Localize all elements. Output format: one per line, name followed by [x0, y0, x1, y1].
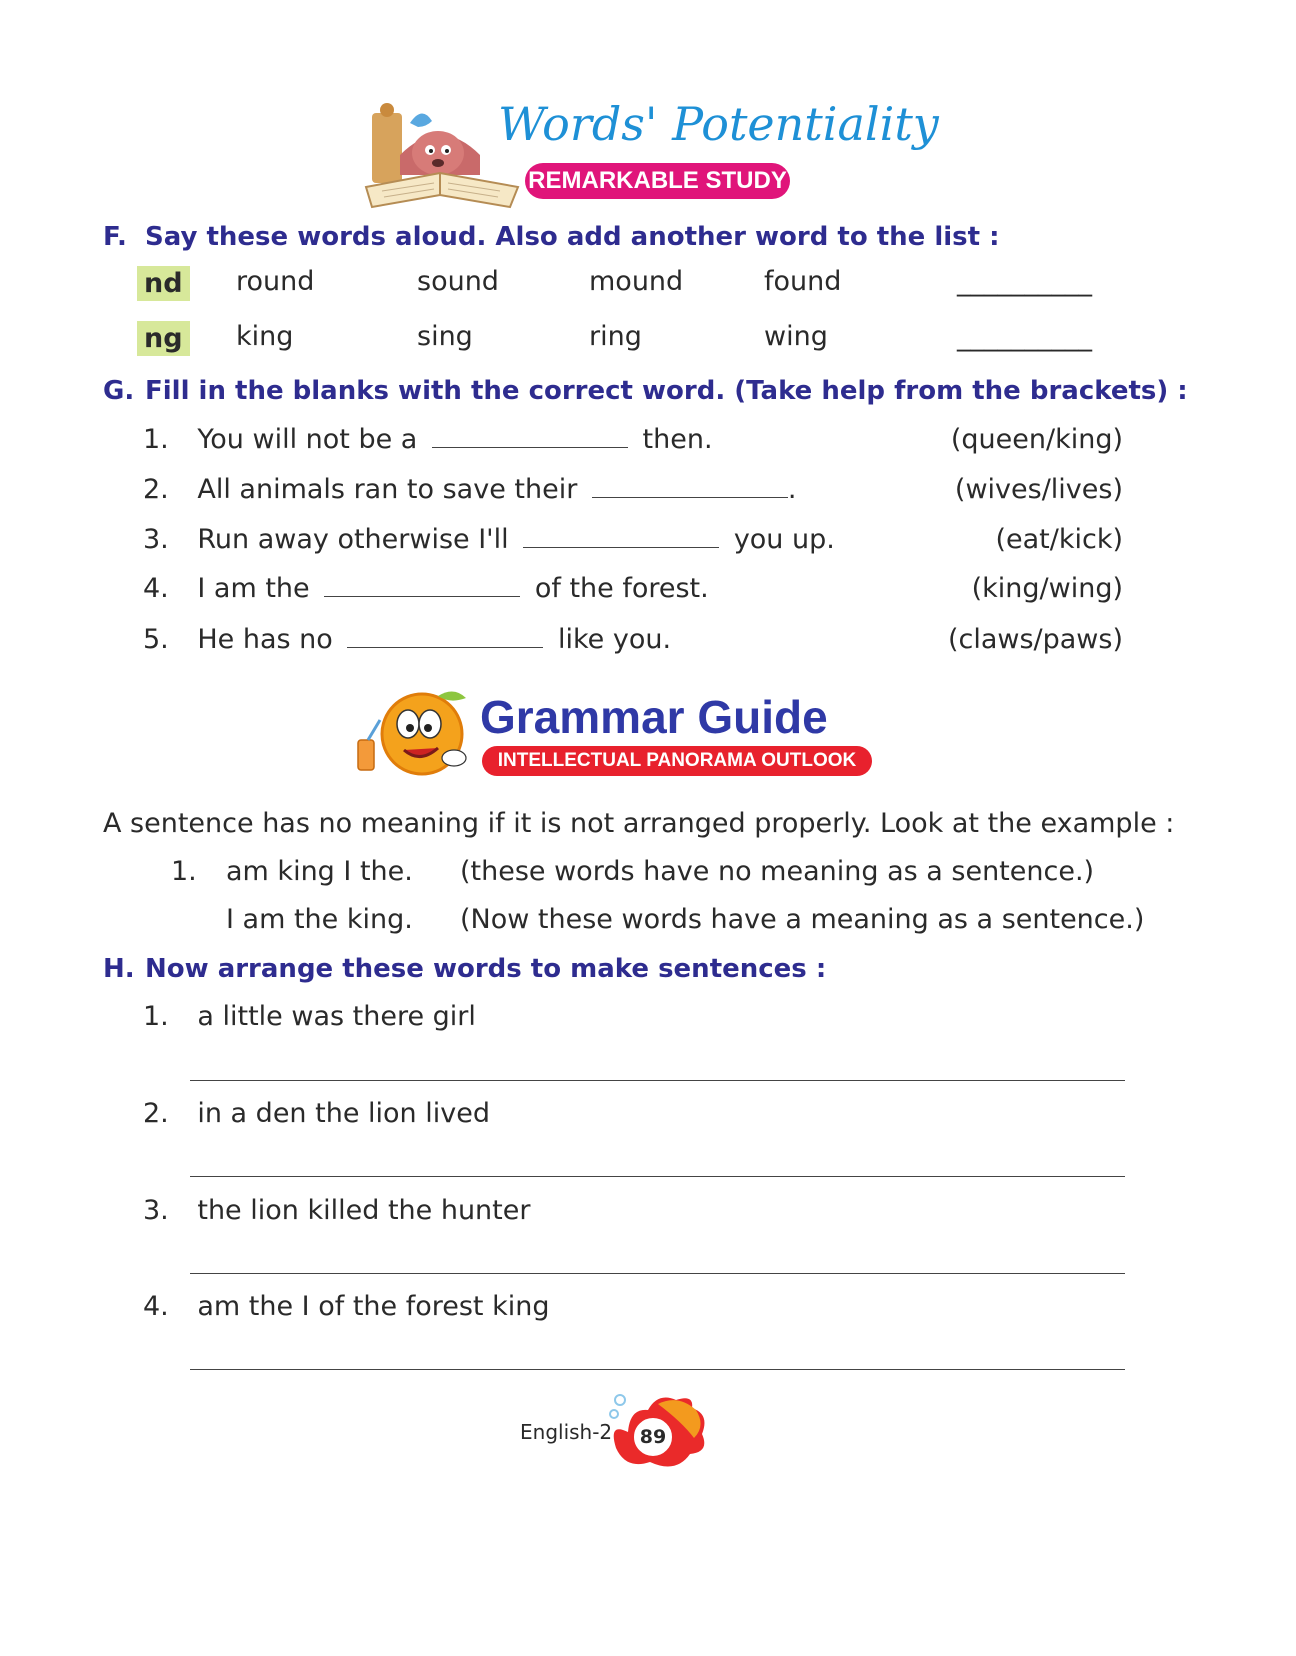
jumbled-words: am the I of the forest king [197, 1291, 550, 1322]
item-number: 3. [143, 1195, 169, 1226]
phonics-tag: ng [137, 321, 190, 356]
example-wrong-note: (these words have no meaning as a sentence.) [460, 856, 1095, 887]
fill-item-5 [143, 624, 1133, 655]
sentence-before: All animals ran to save their [197, 474, 578, 505]
sentence-after: then. [642, 424, 713, 455]
item-number: 2. [143, 1098, 169, 1129]
sentence-before: I am the [197, 573, 310, 604]
answer-line[interactable] [190, 1080, 1125, 1081]
grammar-guide-title: Grammar Guide [480, 691, 828, 743]
answer-blank[interactable]: __________ [957, 266, 1092, 297]
words-potentiality-banner [360, 95, 939, 215]
word: found [764, 266, 842, 297]
section-g-label: G. [103, 376, 135, 406]
sentence-after: . [787, 474, 797, 505]
fill-blank[interactable] [324, 596, 520, 597]
answer-line[interactable] [190, 1176, 1125, 1177]
jumbled-words: in a den the lion lived [197, 1098, 490, 1129]
intellectual-panorama-pill: INTELLECTUAL PANORAMA OUTLOOK [482, 746, 872, 776]
example-right-sentence: I am the king. [226, 904, 413, 935]
word: king [236, 321, 294, 352]
answer-line[interactable] [190, 1273, 1125, 1274]
sentence-after: of the forest. [534, 573, 709, 604]
item-number: 4. [143, 573, 169, 604]
words-potentiality-title: Words' Potentiality [498, 97, 939, 151]
bracket-hint: (eat/kick) [995, 524, 1123, 555]
word: wing [764, 321, 828, 352]
section-f-instruction: Say these words aloud. Also add another word to the list : [145, 222, 1000, 252]
fill-blank[interactable] [347, 647, 543, 648]
sentence-before: Run away otherwise I'll [197, 524, 509, 555]
sentence-after: you up. [733, 524, 835, 555]
fill-item-3 [143, 524, 1133, 555]
orange-mascot-illustration [350, 682, 475, 787]
example-right-note: (Now these words have a meaning as a sentence.) [460, 904, 1145, 935]
section-f-label: F. [103, 222, 127, 252]
jumbled-words: a little was there girl [197, 1001, 476, 1032]
answer-line[interactable] [190, 1369, 1125, 1370]
word: round [236, 266, 315, 297]
jumbled-words: the lion killed the hunter [197, 1195, 531, 1226]
book-name: English-2 [520, 1420, 613, 1444]
fill-blank[interactable] [523, 547, 719, 548]
sentence-before: He has no [197, 624, 333, 655]
item-number: 3. [143, 524, 169, 555]
section-h-instruction: Now arrange these words to make sentences : [145, 954, 827, 984]
word: sing [417, 321, 473, 352]
item-number: 4. [143, 1291, 169, 1322]
remarkable-study-pill: REMARKABLE STUDY [525, 163, 790, 199]
fill-item-1 [143, 424, 1133, 455]
item-number: 1. [143, 424, 169, 455]
answer-blank[interactable]: __________ [957, 321, 1092, 352]
sentence-before: You will not be a [197, 424, 418, 455]
grammar-intro: A sentence has no meaning if it is not arranged properly. Look at the example : [103, 808, 1175, 839]
arrange-item-4 [143, 1291, 550, 1322]
arrange-item-2 [143, 1098, 490, 1129]
arrange-item-1 [143, 1001, 476, 1032]
word: ring [589, 321, 642, 352]
bracket-hint: (wives/lives) [954, 474, 1123, 505]
item-number: 5. [143, 624, 169, 655]
arrange-item-3 [143, 1195, 530, 1226]
word: sound [417, 266, 499, 297]
fill-item-2 [143, 474, 1133, 505]
section-g-instruction: Fill in the blanks with the correct word. (Take help from the brackets) : [145, 376, 1188, 406]
example-wrong-sentence: am king I the. [226, 856, 413, 887]
item-number: 1. [143, 1001, 169, 1032]
bracket-hint: (king/wing) [971, 573, 1123, 604]
example-number: 1. [171, 856, 197, 887]
word-row-nd [137, 266, 1117, 306]
sentence-after: like you. [557, 624, 672, 655]
word: mound [589, 266, 684, 297]
fill-blank[interactable] [432, 447, 628, 448]
page-number: 89 [639, 1426, 667, 1448]
section-h-label: H. [103, 954, 135, 984]
fill-item-4 [143, 573, 1133, 604]
fill-blank[interactable] [592, 497, 788, 498]
phonics-tag: nd [137, 266, 190, 301]
grammar-guide-banner [350, 682, 890, 787]
item-number: 2. [143, 474, 169, 505]
bracket-hint: (queen/king) [950, 424, 1123, 455]
word-row-ng [137, 321, 1117, 361]
bracket-hint: (claws/paws) [947, 624, 1123, 655]
